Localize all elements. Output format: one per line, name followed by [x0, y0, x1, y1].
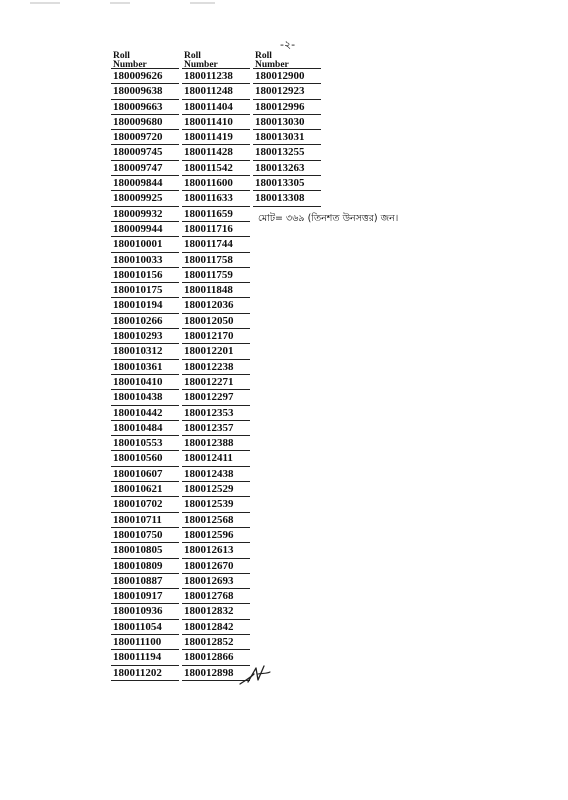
roll-number-cell: 180012357 [182, 421, 250, 436]
roll-number-cell: 180009747 [111, 161, 179, 176]
total-count-note: মোট= ৩৬৯ (তিনশত উনসত্তর) জন। [258, 213, 399, 224]
roll-number-cell: 180010702 [111, 497, 179, 512]
roll-number-cell: 180010194 [111, 298, 179, 313]
roll-number-cell: 180012297 [182, 390, 250, 405]
roll-number-cell: 180009720 [111, 130, 179, 145]
roll-number-cell: 180010711 [111, 513, 179, 528]
roll-number-cell: 180009844 [111, 176, 179, 191]
roll-number-cell: 180009663 [111, 100, 179, 115]
roll-list [253, 69, 321, 207]
roll-number-cell: 180011744 [182, 237, 250, 252]
page-number: -২- [280, 38, 296, 51]
roll-number-cell: 180013255 [253, 145, 321, 160]
roll-number-cell: 180012388 [182, 436, 250, 451]
roll-number-cell: 180010001 [111, 237, 179, 252]
roll-number-cell: 180010033 [111, 253, 179, 268]
roll-number-cell: 180012996 [253, 100, 321, 115]
roll-number-cell: 180012353 [182, 406, 250, 421]
roll-number-cell: 180010361 [111, 360, 179, 375]
roll-number-cell: 180012438 [182, 467, 250, 482]
roll-number-cell: 180013305 [253, 176, 321, 191]
roll-number-cell: 180012900 [253, 69, 321, 84]
roll-number-cell: 180011600 [182, 176, 250, 191]
roll-number-cell: 180012201 [182, 344, 250, 359]
roll-number-cell: 180010438 [111, 390, 179, 405]
roll-number-cell: 180012670 [182, 559, 250, 574]
roll-number-cell: 180010266 [111, 314, 179, 329]
roll-column-2 [182, 52, 250, 681]
roll-number-cell: 180011410 [182, 115, 250, 130]
roll-number-cell: 180012842 [182, 620, 250, 635]
roll-number-cell: 180012693 [182, 574, 250, 589]
roll-number-cell: 180011248 [182, 84, 250, 99]
roll-number-cell: 180012898 [182, 666, 250, 681]
roll-number-cell: 180011716 [182, 222, 250, 237]
roll-number-cell: 180010312 [111, 344, 179, 359]
roll-number-cell: 180011054 [111, 620, 179, 635]
roll-number-cell: 180012529 [182, 482, 250, 497]
roll-number-cell: 180010917 [111, 589, 179, 604]
roll-number-cell: 180010484 [111, 421, 179, 436]
roll-number-cell: 180012923 [253, 84, 321, 99]
roll-column-3 [253, 52, 321, 207]
roll-number-cell: 180010805 [111, 543, 179, 558]
roll-number-cell: 180010175 [111, 283, 179, 298]
roll-number-cell: 180011100 [111, 635, 179, 650]
roll-number-cell: 180010887 [111, 574, 179, 589]
roll-number-cell: 180012238 [182, 360, 250, 375]
roll-number-cell: 180011659 [182, 207, 250, 222]
roll-number-cell: 180010156 [111, 268, 179, 283]
roll-number-cell: 180011848 [182, 283, 250, 298]
roll-number-cell: 180012832 [182, 604, 250, 619]
roll-number-cell: 180013031 [253, 130, 321, 145]
roll-number-cell: 180010936 [111, 604, 179, 619]
roll-number-cell: 180011238 [182, 69, 250, 84]
roll-number-cell: 180012866 [182, 650, 250, 665]
roll-number-cell: 180012411 [182, 451, 250, 466]
column-header: Roll Number [253, 52, 321, 69]
roll-list [111, 69, 179, 681]
roll-number-cell: 180013308 [253, 191, 321, 206]
roll-number-cell: 180011194 [111, 650, 179, 665]
roll-number-cell: 180012050 [182, 314, 250, 329]
roll-number-cell: 180012539 [182, 497, 250, 512]
roll-number-cell: 180012852 [182, 635, 250, 650]
roll-number-cell: 180011542 [182, 161, 250, 176]
roll-number-cell: 180009626 [111, 69, 179, 84]
column-header: Roll Number [182, 52, 250, 69]
roll-number-cell: 180010750 [111, 528, 179, 543]
roll-number-cell: 180010607 [111, 467, 179, 482]
roll-number-cell: 180013263 [253, 161, 321, 176]
roll-number-cell: 180010410 [111, 375, 179, 390]
signature-mark [238, 660, 272, 690]
roll-number-cell: 180013030 [253, 115, 321, 130]
roll-number-cell: 180011758 [182, 253, 250, 268]
roll-number-cell: 180012036 [182, 298, 250, 313]
roll-number-cell: 180011419 [182, 130, 250, 145]
roll-number-cell: 180012271 [182, 375, 250, 390]
roll-number-cell: 180011428 [182, 145, 250, 160]
roll-number-cell: 180012768 [182, 589, 250, 604]
roll-number-cell: 180010293 [111, 329, 179, 344]
roll-list [182, 69, 250, 681]
roll-number-cell: 180012596 [182, 528, 250, 543]
roll-number-cell: 180010442 [111, 406, 179, 421]
column-header: Roll Number [111, 52, 179, 69]
scan-edge-marks [0, 0, 568, 12]
roll-number-cell: 180010553 [111, 436, 179, 451]
roll-number-cell: 180009944 [111, 222, 179, 237]
roll-number-cell: 180009925 [111, 191, 179, 206]
roll-column-1 [111, 52, 179, 681]
roll-number-cell: 180011202 [111, 666, 179, 681]
roll-number-cell: 180011759 [182, 268, 250, 283]
roll-number-cell: 180009680 [111, 115, 179, 130]
roll-number-cell: 180009745 [111, 145, 179, 160]
roll-number-cell: 180009932 [111, 207, 179, 222]
roll-number-cell: 180011633 [182, 191, 250, 206]
roll-number-cell: 180009638 [111, 84, 179, 99]
roll-number-cell: 180010809 [111, 559, 179, 574]
roll-number-cell: 180012170 [182, 329, 250, 344]
roll-number-cell: 180012613 [182, 543, 250, 558]
roll-number-cell: 180011404 [182, 100, 250, 115]
roll-number-cell: 180010560 [111, 451, 179, 466]
roll-number-cell: 180010621 [111, 482, 179, 497]
roll-number-cell: 180012568 [182, 513, 250, 528]
